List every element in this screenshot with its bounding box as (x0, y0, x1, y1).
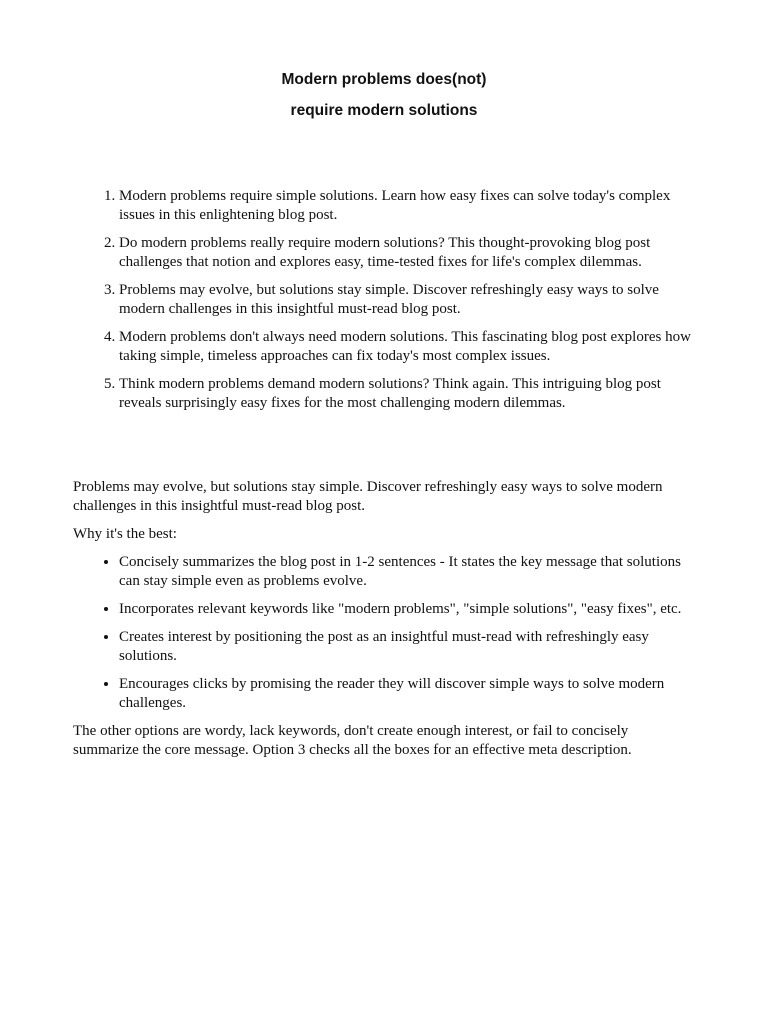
reason-item: • Encourages clicks by promising the reader they will discover simple ways to solve modern challenges. (119, 675, 693, 713)
option-item: 3. Problems may evolve, but solutions stay simple. Discover refreshingly easy ways to solve modern challenges in this insightful must-read blog post. (119, 281, 693, 319)
reason-item: • Creates interest by positioning the post as an insightful must-read with refreshingly easy solutions. (119, 628, 693, 666)
meta-description-options-list (73, 187, 693, 422)
analysis-section (73, 478, 693, 769)
conclusion-paragraph: The other options are wordy, lack keywords, don't create enough interest, or fail to concisely summarize the core message. Option 3 checks all the boxes for an effective meta description. (73, 723, 632, 758)
reason-item: • Concisely summarizes the blog post in 1-2 sentences - It states the key message that solutions can stay simple even as problems evolve. (119, 553, 693, 591)
option-item: 4. Modern problems don't always need modern solutions. This fascinating blog post explores how taking simple, timeless approaches can fix today's most complex issues. (119, 328, 693, 366)
reason-item: • Incorporates relevant keywords like "modern problems", "simple solutions", "easy fixes", etc. (119, 600, 693, 619)
reasons-list (73, 553, 693, 713)
option-item: 2. Do modern problems really require modern solutions? This thought-provoking blog post challenges that notion and explores easy, time-tested fixes for life's complex dilemmas. (119, 234, 693, 272)
option-item: 1. Modern problems require simple solutions. Learn how easy fixes can solve today's complex issues in this enlightening blog post. (119, 187, 693, 225)
chosen-description: Problems may evolve, but solutions stay simple. Discover refreshingly easy ways to solve modern challenges in this insightful must-read blog post. (73, 479, 663, 514)
title-line-2: require modern solutions (290, 102, 478, 119)
title-line-1: Modern problems does(not) (281, 71, 487, 88)
document-title (0, 64, 768, 126)
why-heading: Why it's the best: (73, 526, 177, 542)
option-item: 5. Think modern problems demand modern solutions? Think again. This intriguing blog post reveals surprisingly easy fixes for the most challenging modern dilemmas. (119, 375, 693, 413)
